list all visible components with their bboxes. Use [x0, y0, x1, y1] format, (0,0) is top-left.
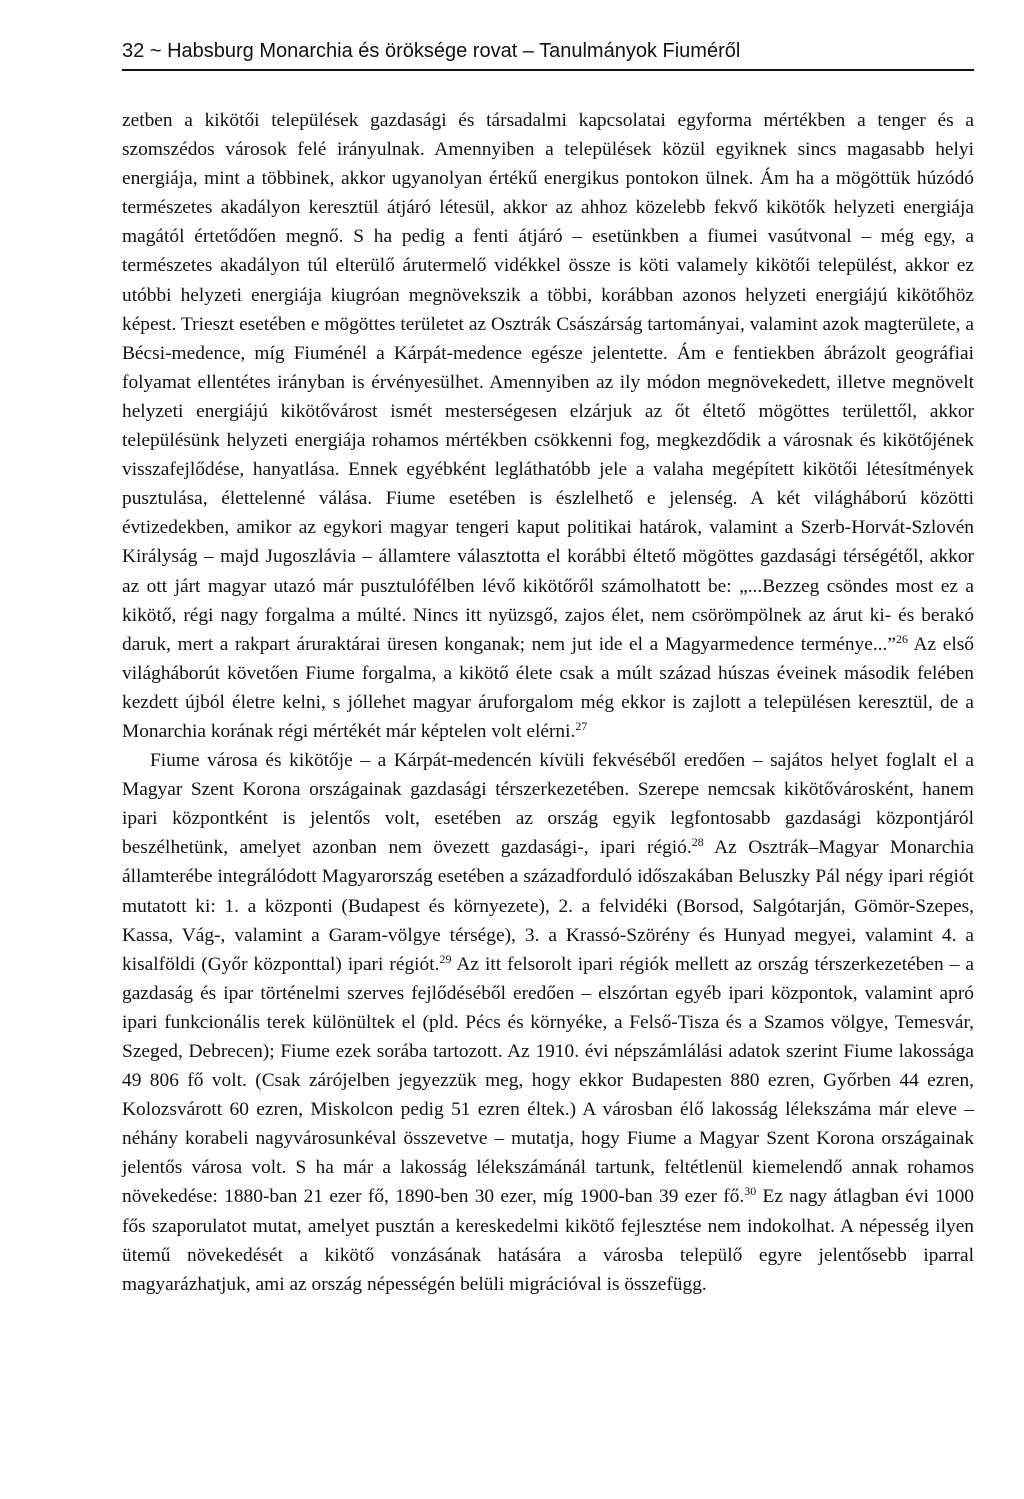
- footnote-ref-27: 27: [575, 718, 588, 733]
- footnote-ref-26: 26: [895, 631, 908, 646]
- running-title: Habsburg Monarchia és öröksége rovat – Tanulmányok Fiuméről: [167, 40, 741, 62]
- paragraph-2-text-c: Az itt felsorolt ipari régiók mellett az ország térszerkezetében – a gazdaság és ipar történelmi szerves fejlődéséből eredően – elszórtan egyéb ipari központok, valamint apró ipari funkcionális terek különültek el (pld. Pécs és környéke, a Felső-Tisza és a Szamos völgye, Temesvár, Szeged, Debrecen); Fiume ezek sorába tartozott. Az 1910. évi népszámlálási adatok szerint Fiume lakossága 49 806 fő volt. (Csak zárójelben jegyezzük meg, hogy ekkor Budapesten 880 ezren, Győrben 44 ezren, Kolozsvárott 60 ezren, Miskolcon pedig 51 ezren éltek.) A városban élő lakosság lélekszáma már eleve – néhány korabeli nagyvárosunkéval összevetve – mutatja, hogy Fiume a Magyar Szent Korona országainak jelentős városa volt. S ha már a lakosság lélekszámánál tartunk, feltétlenül kiemelendő annak rohamos növekedése: 1880-ban 21 ezer fő, 1890-ben 30 ezer, míg 1900-ban 39 ezer fő.: [122, 953, 974, 1208]
- paragraph-1-text-b: Az első világháborút követően Fiume forgalma, a kikötő élete csak a múlt század húszas éveinek második felében kezdett újból életre kelni, s jóllehet magyar áruforgalom még ekkor is zajlott a településen keresztül, de a Monarchia korának régi mértékét már képtelen volt elérni.: [122, 633, 974, 742]
- paragraph-1: [122, 106, 974, 746]
- footnote-ref-30: 30: [744, 1184, 757, 1199]
- article-body: [122, 106, 974, 1299]
- header-rule: [122, 69, 974, 71]
- paragraph-2-text-b: Az Osztrák–Magyar Monarchia államterébe integrálódott Magyarország esetében a századforduló időszakában Beluszky Pál négy ipari régiót mutatott ki: 1. a központi (Budapest és környezete), 2. a felvidéki (Borsod, Salgótarján, Gömör-Szepes, Kassa, Vág-, valamint a Garam-völgye térsége), 3. a Krassó-Szörény és Hunyad megyei, valamint 4. a kisalföldi (Győr központtal) ipari régiót.: [122, 837, 974, 975]
- paragraph-2-text-a: Fiume városa és kikötője – a Kárpát-medencén kívüli fekvéséből eredően – sajátos helyet foglalt el a Magyar Szent Korona országainak gazdasági térszerkezetében. Szerepe nemcsak kikötővárosként, hanem ipari központként is jelentős volt, esetében az ország egyik legfontosabb gazdasági központjáról beszélhetünk, amelyet azonban nem övezett gazdasági-, ipari régió.: [122, 750, 974, 859]
- paragraph-2-text-d: Ez nagy átlagban évi 1000 fős szaporulatot mutat, amelyet pusztán a kereskedelmi kikötő fejlesztése nem indokolhat. A népesség ilyen ütemű növekedését a kikötő vonzásának hatására a városba települő egyre jelentősebb iparral magyarázhatjuk, ami az ország népességén belüli migrációval is összefügg.: [122, 1186, 974, 1295]
- footnote-ref-28: 28: [691, 835, 704, 850]
- paragraph-1-text-a: zetben a kikötői települések gazdasági és társadalmi kapcsolatai egyforma mértékben a tenger és a szomszédos városok felé irányulnak. Amennyiben a települések közül egyiknek sincs magasabb helyi energiája, mint a többinek, akkor ugyanolyan értékű energikus pontokon ülnek. Ám ha a mögöttük húzódó természetes akadályon keresztül átjáró létesül, akkor az ahhoz közelebb fekvő kikötők helyzeti energiája magától értetődően megnő. S ha pedig a fenti átjáró – esetünkben a fiumei vasútvonal – még egy, a természetes akadályon túl elterülő árutermelő vidékkel össze is köti valamely kikötői települést, akkor ez utóbbi helyzeti energiája kiugróan megnövekszik a többi, korábban azonos helyzeti energiájú kikötőhöz képest. Trieszt esetében e mögöttes területet az Osztrák Császárság tartományai, valamint azok magterülete, a Bécsi-medence, míg Fiuménél a Kárpát-medence egésze jelentette. Ám e fentiekben ábrázolt geográfiai folyamat ellentétes irányban is érvényesülhet. Amennyiben az ily módon megnövekedett, illetve megnövelt helyzeti energiájú kikötővárost ismét mesterségesen elzárjuk az őt éltető mögöttes területtől, akkor településünk helyzeti energiája rohamos mértékben csökkenni fog, megkezdődik a városnak és kikötőjének visszafejlődése, hanyatlása. Ennek egyébként legláthatóbb jele a valaha megépített kikötői létesítmények pusztulása, élettelenné válása. Fiume esetében is észlelhető e jelenség. A két világháború közötti évtizedekben, amikor az egykori magyar tengeri kaput politikai határok, valamint a Szerb-Horvát-Szlovén Királyság – majd Jugoszlávia – államtere választotta el korábbi éltető mögöttes gazdasági térségétől, akkor az ott járt magyar utazó már pusztulófélben lévő kikötőről számolhatott be: „...Bezzeg csöndes most ez a kikötő, régi nagy forgalma a múlté. Nincs itt nyüzsgő, zajos élet, nem csörömpölnek az árut ki- és berakó daruk, mert a rakpart áruraktárai üresen konganak; nem jut ide el a Magyarmedence terménye...”: [122, 110, 974, 655]
- header-separator: ~: [149, 40, 162, 62]
- paragraph-2: [122, 746, 974, 1299]
- page-number: 32: [122, 40, 145, 62]
- footnote-ref-29: 29: [439, 951, 452, 966]
- running-header: [122, 38, 974, 64]
